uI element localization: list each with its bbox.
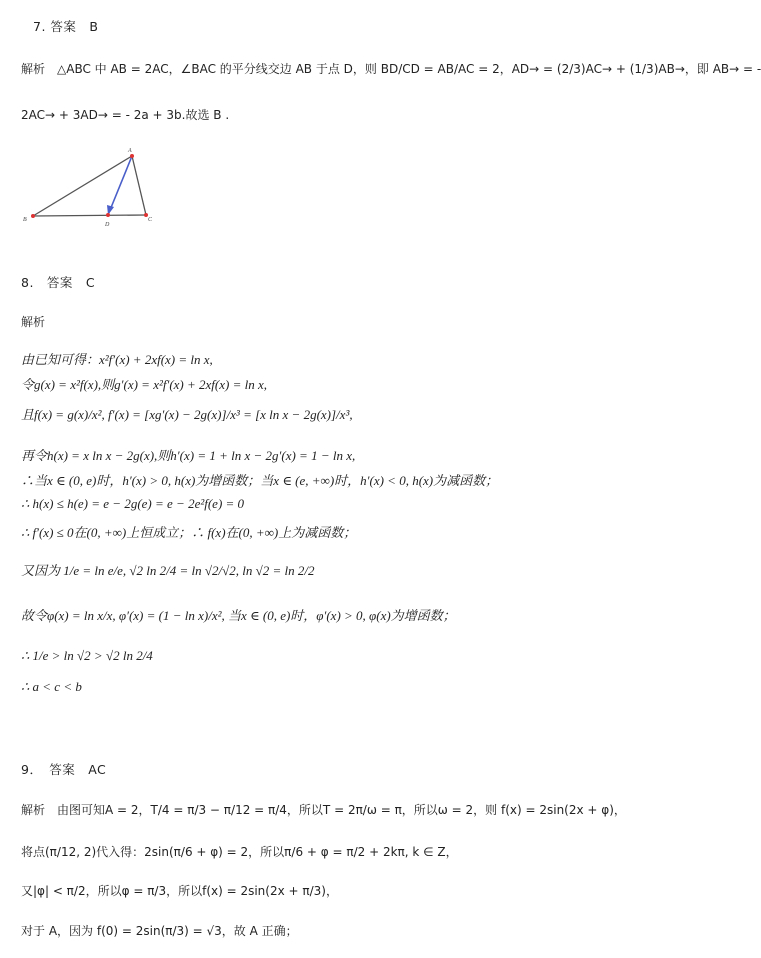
q9-line-2: 将点(π/12, 2)代入得：2sin(π/6 + φ) = 2，所以π/6 + φ = π/2 + 2kπ, k ∈ Z， <box>21 845 458 859</box>
label-C: C <box>148 217 153 223</box>
q7-analysis-line1: 解析 △ABC 中 AB = 2AC，∠BAC 的平分线交边 AB 于点 D，则 BD/CD = AB/AC = 2，AD→ = (2/3)AC→ + (1/3)AB→，即 AB→ = - <box>21 62 761 76</box>
q7-analysis-line2: 2AC→ + 3AD→ = - 2a + 3b.故选 B . <box>21 108 230 122</box>
q8-line-9: 故令φ(x) = ln x/x, φ′(x) = (1 − ln x)/x², 当x ∈ (0, e)时，φ′(x) > 0, φ(x)为增函数； <box>21 608 456 623</box>
q8-line-7: ∴ f′(x) ≤ 0在(0, +∞)上恒成立；∴ f(x)在(0, +∞)上为减函数； <box>21 525 357 540</box>
q9-line-1: 解析 由图可知A = 2，T/4 = π/3 − π/12 = π/4，所以T = 2π/ω = π，所以ω = 2，则 f(x) = 2sin(2x + φ)， <box>21 803 626 817</box>
arrow-head <box>107 205 114 215</box>
q7-header: 7. 答案 B <box>33 19 99 34</box>
label-B: B <box>23 217 27 223</box>
q8-line-4: 再令h(x) = x ln x − 2g(x),则h′(x) = 1 + ln x − 2g′(x) = 1 − ln x, <box>21 448 356 463</box>
q8-line-5: ∴当x ∈ (0, e)时，h′(x) > 0, h(x)为增函数；当x ∈ (e, +∞)时，h′(x) < 0, h(x)为减函数； <box>21 473 499 488</box>
q8-line-8: 又因为 1/e = ln e/e, √2 ln 2/4 = ln √2/√2, ln √2 = ln 2/2 <box>21 563 315 578</box>
q8-line-1: 由已知可得：x²f′(x) + 2xf(x) = ln x, <box>21 352 213 367</box>
edge-BA <box>33 156 132 216</box>
label-D: D <box>105 222 110 228</box>
q8-header: 8. 答案 C <box>21 275 96 290</box>
q8-line-6: ∴ h(x) ≤ h(e) = e − 2g(e) = e − 2e²f(e) = 0 <box>21 496 245 511</box>
q9-header: 9． 答案 AC <box>21 762 107 777</box>
q9-line-4: 对于 A，因为 f(0) = 2sin(π/3) = √3，故 A 正确； <box>21 924 298 938</box>
q8-line-10: ∴ 1/e > ln √2 > √2 ln 2/4 <box>21 648 153 663</box>
bisector-AD <box>108 156 132 215</box>
q8-line-3: 且f(x) = g(x)/x², f′(x) = [xg′(x) − 2g(x)]/x³ = [x ln x − 2g(x)]/x³, <box>21 407 353 422</box>
q9-line-3: 又|φ| < π/2，所以φ = π/3，所以f(x) = 2sin(2x + π/3)， <box>21 884 338 898</box>
label-A: A <box>128 148 132 154</box>
edge-AC <box>132 156 146 215</box>
q8-line-2: 令g(x) = x²f(x),则g′(x) = x²f′(x) + 2xf(x) = ln x, <box>21 377 267 392</box>
edge-BC <box>33 215 146 216</box>
q8-line-11: ∴ a < c < b <box>21 679 82 694</box>
q8-analysis-label: 解析 <box>21 315 46 329</box>
